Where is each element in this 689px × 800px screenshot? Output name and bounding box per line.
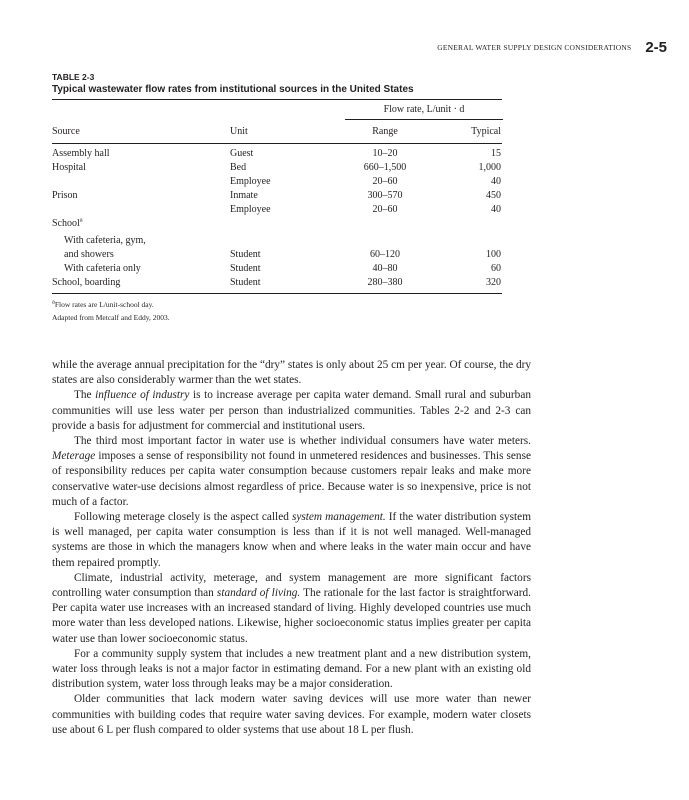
column-header-source: Source [52, 126, 80, 137]
cell-unit: Guest [230, 148, 254, 159]
table-caption: Typical wastewater flow rates from institutional sources in the United States [52, 84, 414, 95]
cell-unit: Student [230, 277, 261, 288]
body-text [52, 358, 531, 738]
table-row [0, 204, 689, 218]
cell-typical: 320 [486, 277, 501, 288]
cell-source: School, boarding [52, 277, 121, 288]
cell-typical: 40 [491, 204, 501, 215]
cell-source: With cafeteria only [64, 263, 141, 274]
cell-source: Hospital [52, 162, 86, 173]
table-row [0, 148, 689, 162]
footnote-marker: a [79, 216, 83, 224]
cell-source [52, 218, 83, 229]
cell-typical: 40 [491, 176, 501, 187]
table-label: TABLE 2-3 [52, 72, 95, 82]
group-header-underline [345, 119, 503, 120]
paragraph: Climate, industrial activity, meterage, and system management are more significant factors controlling water consumption than standard of living. The rationale for the last factor is straightforward. Per capita water use increases with an increased standard of living. Highly developed countries use much more water than less developed nations. Likewise, higher socioeconomic status implies greater per capita water use than lower socioeconomic status. [52, 571, 531, 645]
column-header-range: Range [372, 126, 398, 137]
table-top-rule [52, 99, 502, 100]
cell-unit: Bed [230, 162, 247, 173]
table-source-note: Adapted from Metcalf and Eddy, 2003. [52, 313, 170, 322]
cell-source: and showers [64, 249, 114, 260]
cell-source: With cafeteria, gym, [64, 235, 146, 246]
cell-typical: 60 [491, 263, 501, 274]
cell-range: 20–60 [372, 204, 398, 215]
cell-unit: Inmate [230, 190, 258, 201]
paragraph: The influence of industry is to increase average per capita water demand. Small rural and suburban communities will use less water per person than industrialized communities. Tables 2-2 and 2-3 can provide a basis for adjustment for commercial and institutional users. [52, 389, 531, 432]
cell-typical: 100 [486, 249, 501, 260]
cell-unit: Employee [230, 176, 271, 187]
cell-unit: Student [230, 249, 261, 260]
running-head-title: GENERAL WATER SUPPLY DESIGN CONSIDERATIONS [437, 42, 632, 52]
column-header-unit: Unit [230, 126, 248, 137]
paragraph: while the average annual precipitation for the “dry” states is only about 25 cm per year. Of course, the dry states are also considerably warmer than the wet states. [52, 359, 532, 387]
cell-range: 60–120 [370, 249, 400, 260]
paragraph: For a community supply system that includes a new treatment plant and a new distribution system, water loss through leaks is not a major factor in estimating demand. For a new plant with an existing old distribution system, water loss through leaks may be a major consideration. [52, 647, 531, 691]
page-number: 2-5 [645, 38, 667, 56]
cell-unit: Employee [230, 204, 271, 215]
footnote-mark: a [52, 298, 55, 306]
table-row [0, 162, 689, 176]
table-row [0, 277, 689, 291]
paragraph: Older communities that lack modern water saving devices will use more water than newer communities with building codes that require water saving devices. For example, modern water closets use about 6 L per flush compared to older systems that use about 18 L per flush. [52, 693, 531, 736]
cell-unit: Student [230, 263, 261, 274]
cell-source: Assembly hall [52, 148, 110, 159]
table-row [0, 190, 689, 204]
table-row [0, 263, 689, 277]
table-row [0, 235, 689, 249]
cell-range: 40–80 [372, 263, 398, 274]
cell-range: 300–570 [367, 190, 403, 201]
cell-range: 660–1,500 [363, 162, 407, 173]
cell-range: 280–380 [367, 277, 403, 288]
header-rule [52, 143, 502, 144]
cell-typical: 450 [486, 190, 501, 201]
paragraph: Following meterage closely is the aspect called system management. If the water distribution system is well managed, per capita water consumption is less than if it is not well managed. Well-managed systems are those in which the managers know when and where leaks in the water main occur and have them repaired promptly. [52, 511, 531, 569]
table-bottom-rule [52, 293, 502, 294]
cell-typical: 15 [491, 148, 501, 159]
footnote-text: Flow rates are L/unit-school day. [54, 300, 154, 309]
table-row [0, 176, 689, 190]
cell-range: 20–60 [372, 176, 398, 187]
cell-source-text: School [52, 218, 80, 229]
cell-typical: 1,000 [478, 162, 501, 173]
flow-rate-group-header: Flow rate, L/unit · d [383, 104, 465, 115]
paragraph: The third most important factor in water use is whether individual consumers have water meters. Meterage imposes a sense of responsibility not found in unmetered residences and businesses. This sense of responsibility reduces per capita water consumption because customers repair leaks and make more conservative water-use decisions almost regardless of price. Because water is so inexpensive, price is not much of a factor. [52, 435, 531, 508]
column-header-typical: Typical [471, 126, 501, 137]
table-row [0, 218, 689, 232]
cell-source: Prison [52, 190, 78, 201]
table-footnote [52, 300, 154, 309]
cell-range: 10–20 [372, 148, 398, 159]
running-head [167, 38, 667, 56]
table-row [0, 249, 689, 263]
